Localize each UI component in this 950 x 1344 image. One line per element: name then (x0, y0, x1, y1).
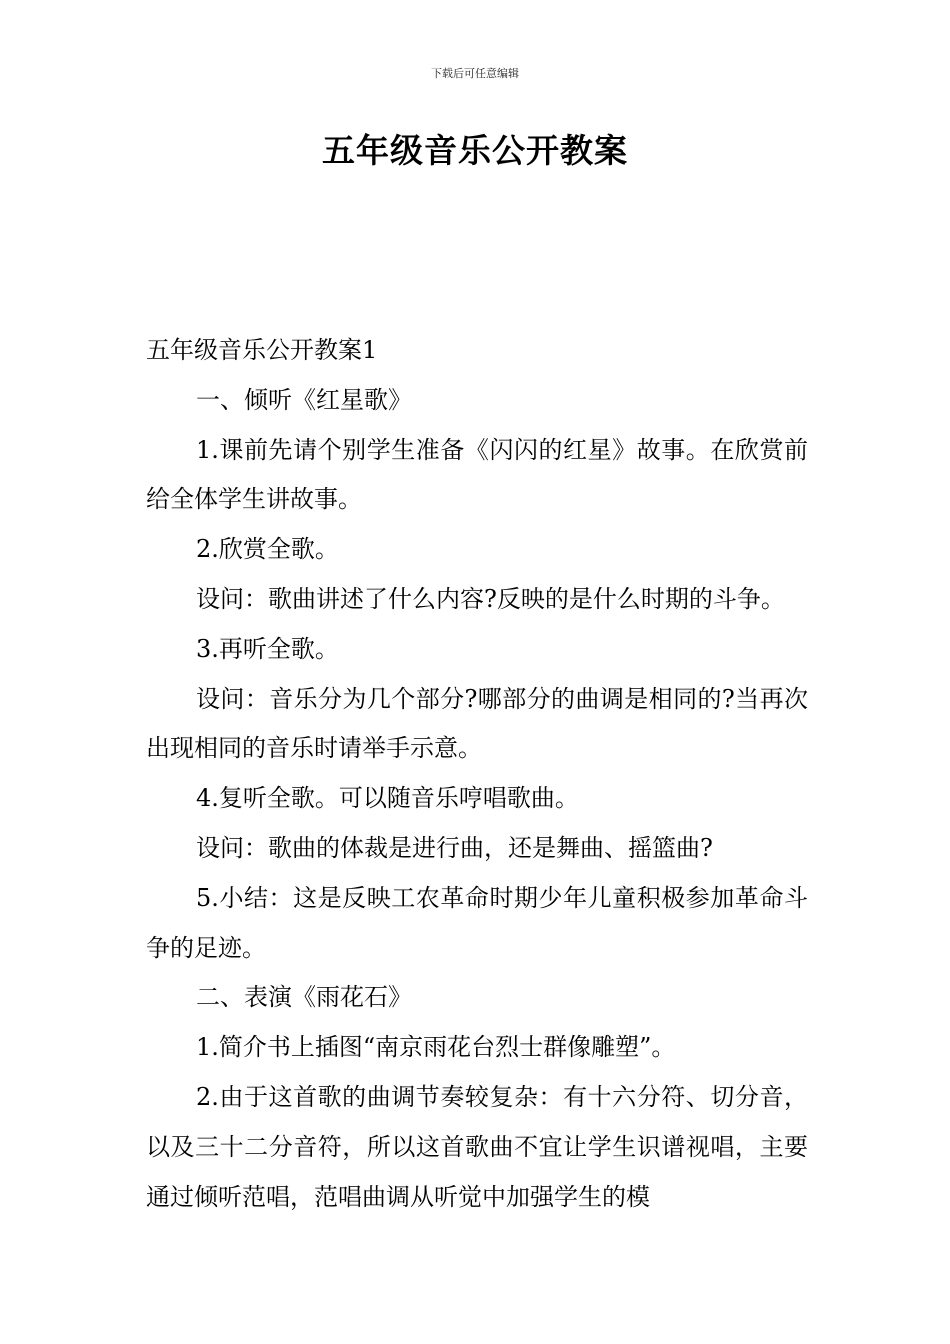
document-title: 五年级音乐公开教案 (322, 131, 628, 170)
paragraph: 2.由于这首歌的曲调节奏较复杂：有十六分符、切分音，以及三十二分音符，所以这首歌曲不宜让学生识谱视唱，主要通过倾听范唱，范唱曲调从听觉中加强学生的模 (146, 1082, 808, 1211)
paragraph: 1.简介书上插图“南京雨花台烈士群像雕塑”。 (196, 1033, 676, 1062)
paragraph: 设问：歌曲的体裁是进行曲，还是舞曲、摇篮曲? (196, 833, 713, 862)
document-body (146, 326, 808, 1222)
paragraph: 2.欣赏全歌。 (196, 535, 339, 564)
header-note: 下载后可任意编辑 (431, 67, 519, 80)
paragraph: 3.再听全歌。 (196, 634, 339, 663)
section-heading-2: 二、表演《雨花石》 (196, 983, 412, 1012)
paragraph: 1.课前先请个别学生准备《闪闪的红星》故事。在欣赏前给全体学生讲故事。 (146, 435, 808, 514)
lesson-heading: 五年级音乐公开教案1 (146, 336, 378, 364)
section-heading-1: 一、倾听《红星歌》 (196, 385, 412, 414)
paragraph: 设问：歌曲讲述了什么内容?反映的是什么时期的斗争。 (196, 584, 785, 613)
paragraph: 5.小结：这是反映工农革命时期少年儿童积极参加革命斗争的足迹。 (146, 883, 808, 962)
paragraph: 设问：音乐分为几个部分?哪部分的曲调是相同的?当再次出现相同的音乐时请举手示意。 (146, 684, 808, 763)
paragraph: 4.复听全歌。可以随音乐哼唱歌曲。 (196, 784, 579, 813)
